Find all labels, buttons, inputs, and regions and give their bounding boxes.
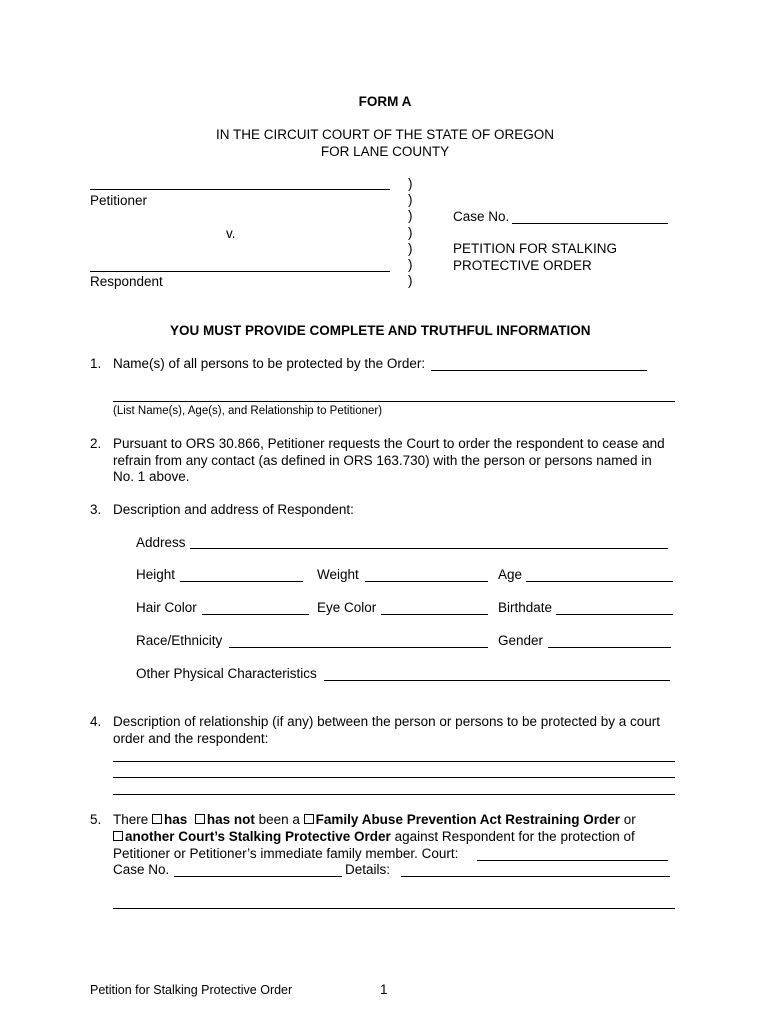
- relationship-line1[interactable]: [113, 761, 675, 762]
- item4-line1: Description of relationship (if any) between the person or persons to be protected by a court: [113, 714, 661, 729]
- truthful-info-notice: YOU MUST PROVIDE COMPLETE AND TRUTHFUL INFORMATION: [170, 323, 591, 338]
- details-field[interactable]: [401, 876, 670, 877]
- item2-line2: refrain from any contact (as defined in ORS 163.730) with the person or persons named in: [113, 453, 652, 468]
- address-label: Address: [136, 535, 186, 550]
- eye-color-label: Eye Color: [317, 600, 377, 615]
- page-number: 1: [380, 982, 388, 997]
- hair-color-label: Hair Color: [136, 600, 197, 615]
- document-title-line2: PROTECTIVE ORDER: [453, 258, 592, 273]
- age-field[interactable]: [526, 581, 673, 582]
- relationship-line2[interactable]: [113, 777, 675, 778]
- item5-line1: There has has not been a Family Abuse Prevention Act Restraining Order or: [113, 812, 636, 827]
- gender-field[interactable]: [548, 647, 671, 648]
- court-name-line2: FOR LANE COUNTY: [320, 144, 450, 159]
- eye-color-field[interactable]: [381, 614, 488, 615]
- respondent-label: Respondent: [90, 274, 163, 289]
- protected-persons-line1[interactable]: [431, 370, 647, 371]
- footer-title: Petition for Stalking Protective Order: [90, 983, 293, 997]
- case-no-line[interactable]: [512, 223, 668, 224]
- item4-line2: order and the respondent:: [113, 731, 269, 746]
- prior-case-no-field[interactable]: [174, 876, 342, 877]
- court-name-line1: IN THE CIRCUIT COURT OF THE STATE OF OREGON: [215, 127, 555, 142]
- versus-label: v.: [226, 226, 236, 241]
- document-title-line1: PETITION FOR STALKING: [453, 241, 618, 256]
- item4-number: 4.: [90, 714, 102, 729]
- item5-line2: another Court’s Stalking Protective Order against Respondent for the protection of: [113, 829, 635, 844]
- fapa-checkbox[interactable]: [304, 814, 314, 824]
- height-label: Height: [136, 567, 176, 582]
- age-label: Age: [498, 567, 523, 582]
- case-no-label: Case No.: [453, 209, 510, 224]
- item5-case-no-label: Case No.: [113, 862, 170, 877]
- caption-parentheses: ) ) ) ) ) ) ): [408, 176, 413, 289]
- details-extra-line[interactable]: [113, 908, 675, 909]
- item3-text: Description and address of Respondent:: [113, 502, 354, 517]
- details-label: Details:: [345, 862, 391, 877]
- relationship-line3[interactable]: [113, 794, 675, 795]
- address-field[interactable]: [190, 548, 668, 549]
- item1-text: Name(s) of all persons to be protected by the Order:: [113, 356, 426, 371]
- birthdate-label: Birthdate: [498, 600, 553, 615]
- weight-field[interactable]: [365, 581, 488, 582]
- petitioner-label: Petitioner: [90, 193, 148, 208]
- item1-note: (List Name(s), Age(s), and Relationship to Petitioner): [113, 405, 383, 417]
- gender-label: Gender: [498, 633, 544, 648]
- race-ethnicity-label: Race/Ethnicity: [136, 633, 223, 648]
- another-court-checkbox[interactable]: [113, 831, 123, 841]
- has-checkbox[interactable]: [152, 814, 162, 824]
- petitioner-name-line[interactable]: [90, 189, 390, 190]
- birthdate-field[interactable]: [556, 614, 673, 615]
- item2-line1: Pursuant to ORS 30.866, Petitioner requests the Court to order the respondent to cease and: [113, 436, 665, 451]
- item5-line3: Petitioner or Petitioner’s immediate family member. Court:: [113, 846, 459, 861]
- item1-number: 1.: [90, 356, 102, 371]
- form-title: FORM A: [358, 94, 412, 109]
- item2-line3: No. 1 above.: [113, 469, 190, 484]
- weight-label: Weight: [317, 567, 359, 582]
- other-characteristics-field[interactable]: [324, 680, 670, 681]
- respondent-name-line[interactable]: [90, 271, 390, 272]
- has-not-checkbox[interactable]: [195, 814, 205, 824]
- other-characteristics-label: Other Physical Characteristics: [136, 666, 317, 681]
- protected-persons-line2[interactable]: [113, 401, 675, 402]
- hair-color-field[interactable]: [202, 614, 309, 615]
- item2-number: 2.: [90, 436, 102, 451]
- item3-number: 3.: [90, 502, 102, 517]
- court-field[interactable]: [477, 860, 668, 861]
- height-field[interactable]: [180, 581, 303, 582]
- item5-number: 5.: [90, 812, 102, 827]
- race-ethnicity-field[interactable]: [229, 647, 488, 648]
